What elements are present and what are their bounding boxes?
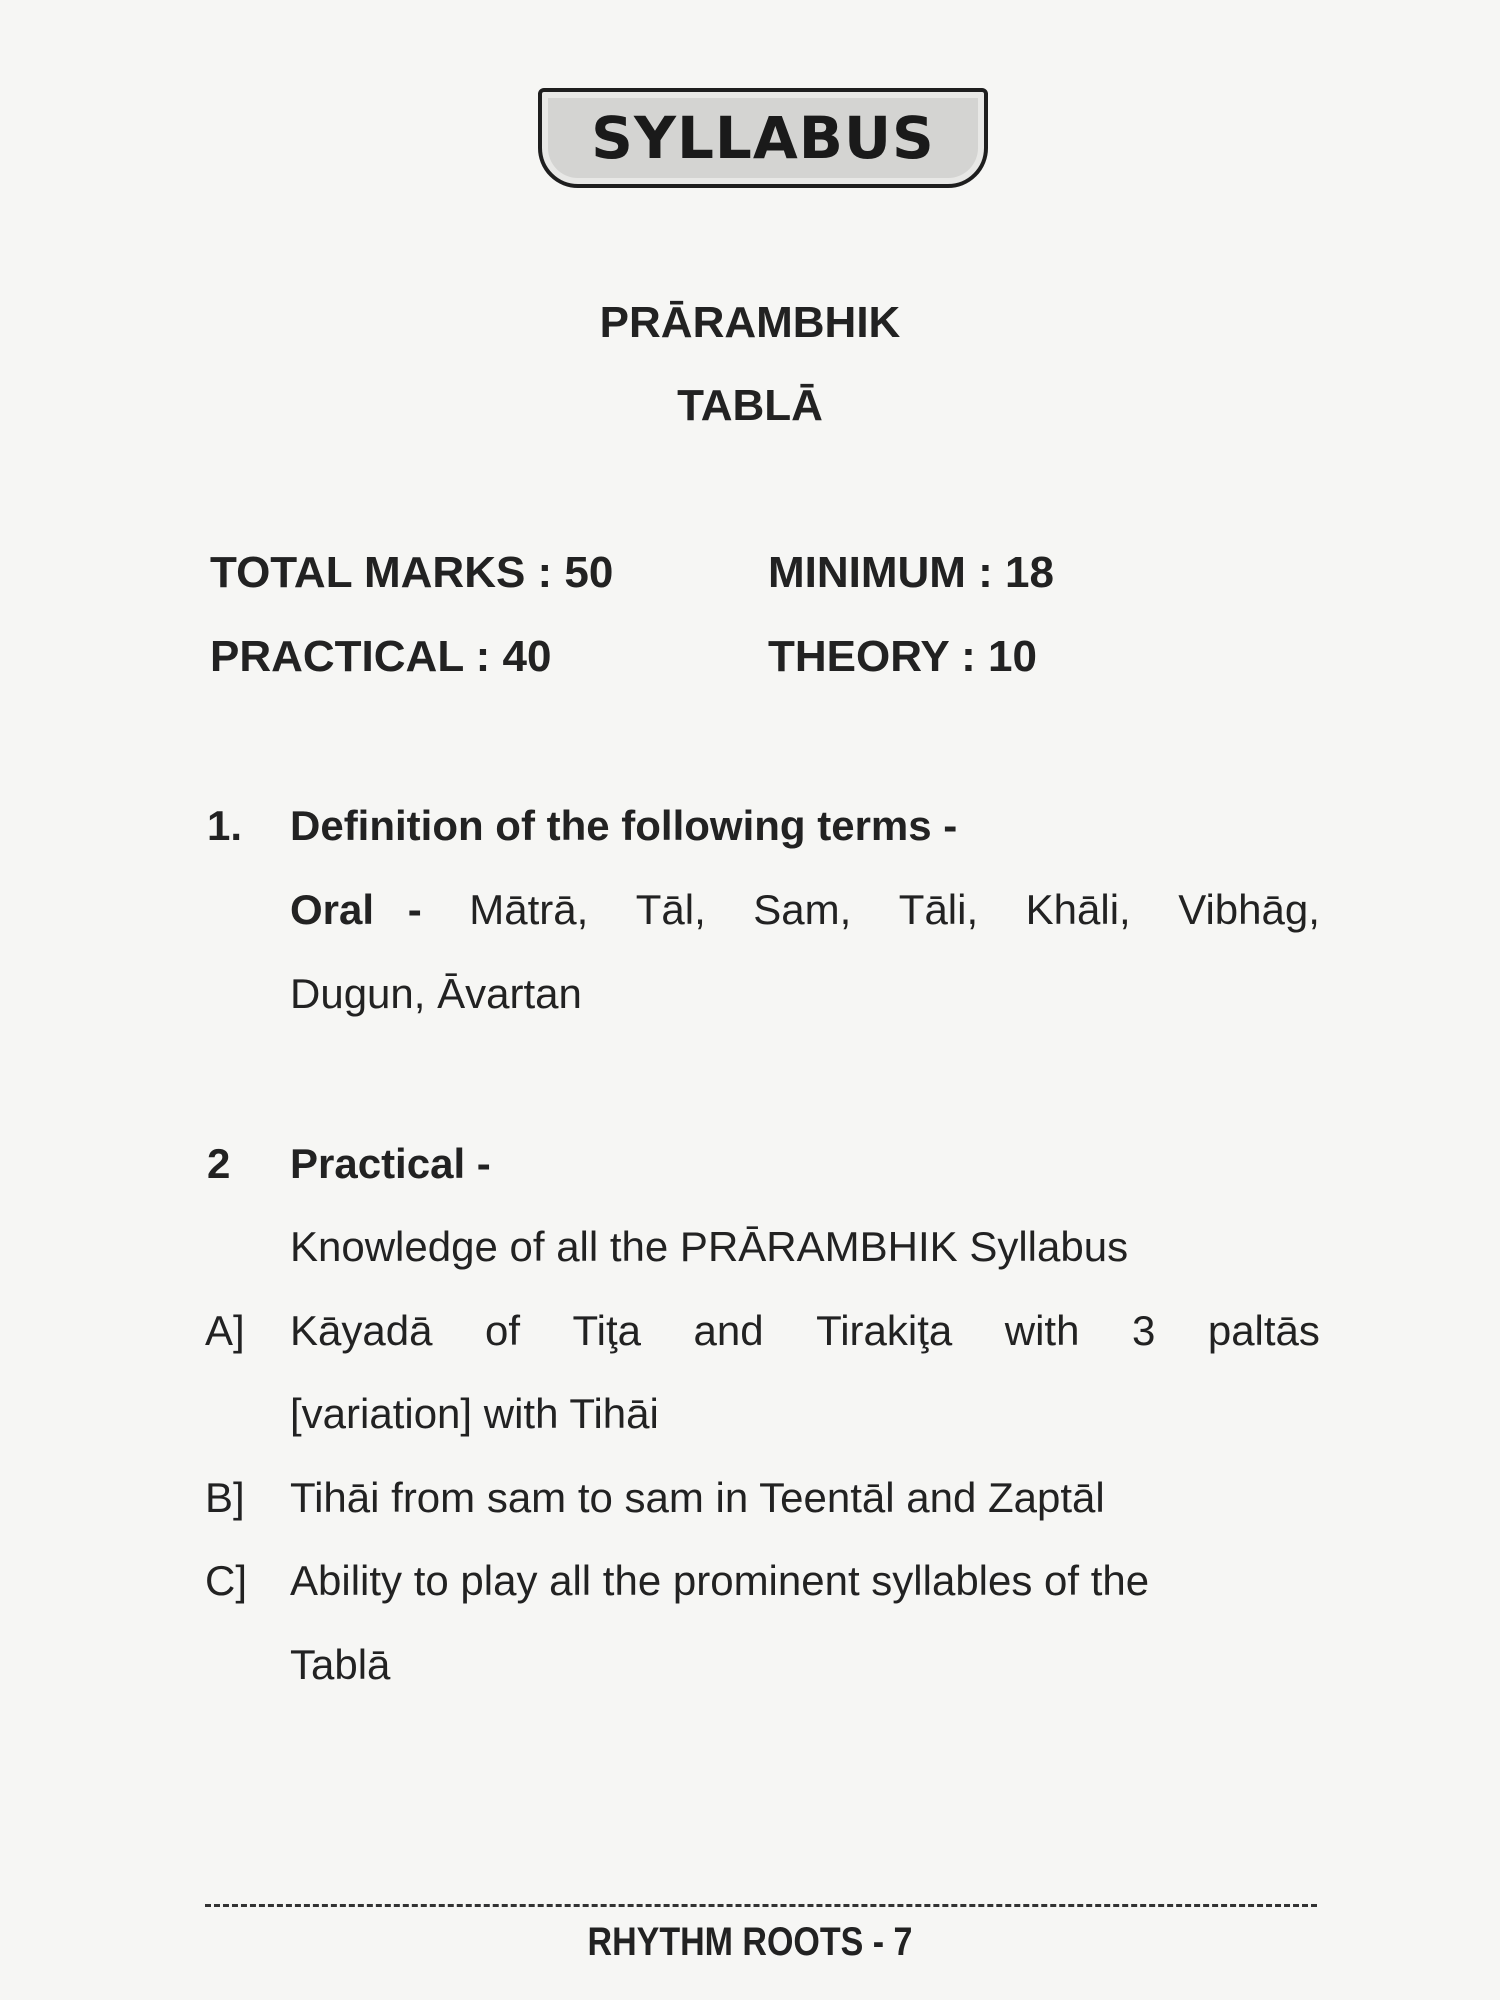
item-a-word: and — [693, 1307, 764, 1354]
item-a-continued: [variation] with Tihāi — [290, 1390, 659, 1437]
total-marks: TOTAL MARKS : 50 — [210, 548, 614, 597]
section-2-number: 2 — [207, 1140, 231, 1187]
section-2-title: Practical - — [290, 1140, 491, 1187]
item-b-label: B] — [205, 1474, 245, 1521]
item-a-line — [290, 1307, 1320, 1355]
item-a-word: paltās — [1207, 1307, 1320, 1354]
oral-dash: - — [407, 886, 422, 933]
section-2-intro: Knowledge of all the PRĀRAMBHIK Syllabus — [290, 1223, 1129, 1270]
oral-term: Tāli, — [898, 886, 979, 933]
minimum-marks: MINIMUM : 18 — [768, 548, 1054, 597]
oral-label: Oral — [290, 886, 375, 933]
item-a-word: with — [1004, 1307, 1080, 1354]
course-subject-heading: TABLĀ — [677, 381, 823, 430]
item-a-word: Tiţa — [572, 1307, 641, 1354]
footer-divider — [205, 1904, 1317, 1907]
section-1-number: 1. — [207, 802, 243, 849]
oral-term: Sam, — [753, 886, 852, 933]
practical-marks: PRACTICAL : 40 — [210, 632, 552, 681]
item-a-word: 3 — [1131, 1307, 1156, 1354]
oral-term: Khāli, — [1025, 886, 1131, 933]
banner-title: SYLLABUS — [591, 104, 935, 172]
item-a-word: Tirakiţa — [816, 1307, 953, 1354]
item-a-label: A] — [205, 1307, 245, 1354]
oral-terms-line — [290, 886, 1320, 934]
item-b-text: Tihāi from sam to sam in Teentāl and Zaptāl — [290, 1474, 1105, 1521]
item-a-word: of — [484, 1307, 520, 1354]
theory-marks: THEORY : 10 — [768, 632, 1037, 681]
oral-terms-continued: Dugun, Āvartan — [290, 970, 582, 1017]
course-level-heading: PRĀRAMBHIK — [599, 298, 901, 347]
page-footer: RHYTHM ROOTS - 7 — [587, 1920, 913, 1964]
oral-label-group — [290, 886, 422, 934]
oral-term: Vibhāg, — [1178, 886, 1320, 933]
item-c-label: C] — [205, 1557, 247, 1604]
oral-term: Tāl, — [635, 886, 706, 933]
oral-term: Mātrā, — [469, 886, 589, 933]
item-c-text: Ability to play all the prominent syllables of the — [290, 1557, 1150, 1604]
item-c-continued: Tablā — [290, 1641, 391, 1688]
syllabus-banner — [538, 88, 988, 188]
section-1-title: Definition of the following terms - — [290, 802, 958, 849]
item-a-word: Kāyadā — [290, 1307, 433, 1354]
